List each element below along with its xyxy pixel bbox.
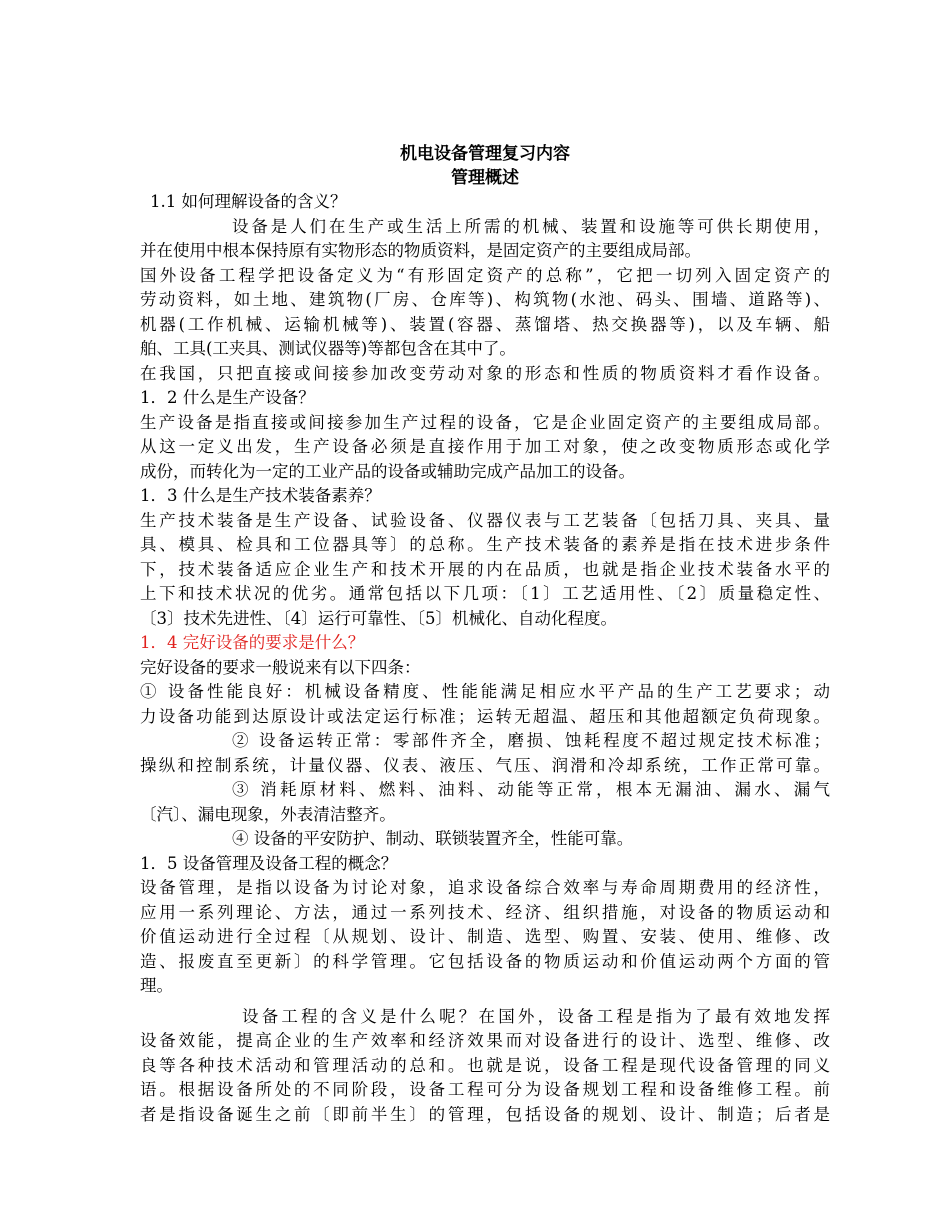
paragraph-line: 设备是人们在生产或生活上所需的机械、装置和设施等可供长期使用， [232, 216, 830, 236]
paragraph-line: 良等各种技术活动和管理活动的总和。也就是说，设备工程是现代设备管理的同义 [140, 1055, 830, 1075]
paragraph-line: 机器(工作机械、运输机械等)、装置(容器、蒸馏塔、热交换器等)，以及车辆、船 [140, 314, 830, 334]
list-item-line: ④ 设备的平安防护、制动、联锁装置齐全，性能可靠。 [232, 829, 634, 848]
list-item-line: ③ 消耗原材料、燃料、油料、动能等正常，根本无漏油、漏水、漏气 [232, 780, 830, 799]
paragraph-line: 价值运动进行全过程〔从规划、设计、制造、选型、购置、安装、使用、维修、改 [140, 927, 830, 946]
paragraph-line: 应用一系列理论、方法，通过一系列技术、经济、组织措施，对设备的物质运动和 [140, 902, 830, 922]
paragraph-line: 生产设备是指直接或间接参加生产过程的设备，它是企业固定资产的主要组成局部。 [140, 412, 830, 432]
paragraph-line: 设备效能，提高企业的生产效率和经济效果而对设备进行的设计、选型、维修、改 [140, 1031, 830, 1050]
paragraph-line: 设备管理，是指以设备为讨论对象，追求设备综合效率与寿命周期费用的经济性， [140, 878, 830, 897]
paragraph-line: 成份，而转化为一定的工业产品的设备或辅助完成产品加工的设备。 [140, 461, 635, 481]
paragraph-line: 从这一定义出发，生产设备必须是直接作用于加工对象，使之改变物质形态或化学 [140, 437, 830, 456]
paragraph-line: 生产技术装备是生产设备、试验设备、仪器仪表与工艺装备〔包括刀具、夹具、量 [140, 510, 830, 530]
question-heading: 1．5 设备管理及设备工程的概念？ [140, 853, 398, 873]
document-page [140, 142, 830, 1127]
question-heading: 1.1 如何理解设备的含义？ [150, 192, 347, 211]
paragraph-line: 上下和技术状况的优劣。通常包括以下几项：〔1〕工艺适用性、〔2〕质量稳定性、 [140, 584, 830, 603]
document-title: 机电设备管理复习内容 [400, 144, 570, 164]
list-item-line: 操纵和控制系统，计量仪器、仪表、液压、气压、润滑和冷却系统，工作正常可靠。 [140, 755, 830, 775]
document-subtitle: 管理概述 [451, 168, 519, 188]
paragraph-line: 设备工程的含义是什么呢？在国外，设备工程是指为了最有效地发挥 [242, 1006, 830, 1026]
paragraph-line: 国外设备工程学把设备定义为“有形固定资产的总称”，它把一切列入固定资产的 [140, 265, 830, 285]
paragraph-line: 具、模具、检具和工位器具等〕的总称。生产技术装备的素养是指在技术进步条件 [140, 535, 830, 554]
paragraph-line: 语。根据设备所处的不同阶段，设备工程可分为设备规划工程和设备维修工程。前 [140, 1080, 830, 1099]
paragraph-line: 在我国，只把直接或间接参加改变劳动对象的形态和性质的物质资料才看作设备。 [140, 363, 830, 383]
paragraph-line: 舶、工具(工夹具、测试仪器等)等都包含在其中了。 [140, 339, 516, 358]
list-item-line: 〔汽〕、漏电现象，外表清洁整齐。 [140, 804, 396, 824]
list-item-line: 力设备功能到达原设计或法定运行标准；运转无超温、超压和其他超额定负荷现象。 [140, 706, 830, 726]
paragraph-line: 并在使用中根本保持原有实物形态的物质资料，是固定资产的主要组成局部。 [140, 241, 701, 260]
question-heading-highlighted: 1．4 完好设备的要求是什么？ [140, 633, 365, 652]
question-heading: 1．3 什么是生产技术装备素养？ [140, 486, 381, 505]
paragraph-line: 理。 [140, 976, 173, 995]
paragraph-line: 〔3〕技术先进性、〔4〕运行可靠性、〔5〕机械化、自动化程度。 [140, 608, 617, 628]
list-item-line: ② 设备运转正常：零部件齐全，磨损、蚀耗程度不超过规定技术标准； [232, 731, 830, 750]
paragraph-line: 劳动资料，如土地、建筑物(厂房、仓库等)、构筑物(水池、码头、围墙、道路等)、 [140, 290, 830, 309]
question-heading: 1．2 什么是生产设备？ [140, 388, 315, 407]
paragraph-line: 完好设备的要求一般说来有以下四条： [140, 657, 421, 677]
list-item-line: ① 设备性能良好：机械设备精度、性能能满足相应水平产品的生产工艺要求；动 [140, 682, 830, 701]
paragraph-line: 下，技术装备适应企业生产和技术开展的内在品质，也就是指企业技术装备水平的 [140, 559, 830, 579]
paragraph-line: 者是指设备诞生之前〔即前半生〕的管理，包括设备的规划、设计、制造；后者是 [140, 1104, 830, 1124]
paragraph-line: 造、报废直至更新〕的科学管理。它包括设备的物质运动和价值运动两个方面的管 [140, 951, 830, 971]
